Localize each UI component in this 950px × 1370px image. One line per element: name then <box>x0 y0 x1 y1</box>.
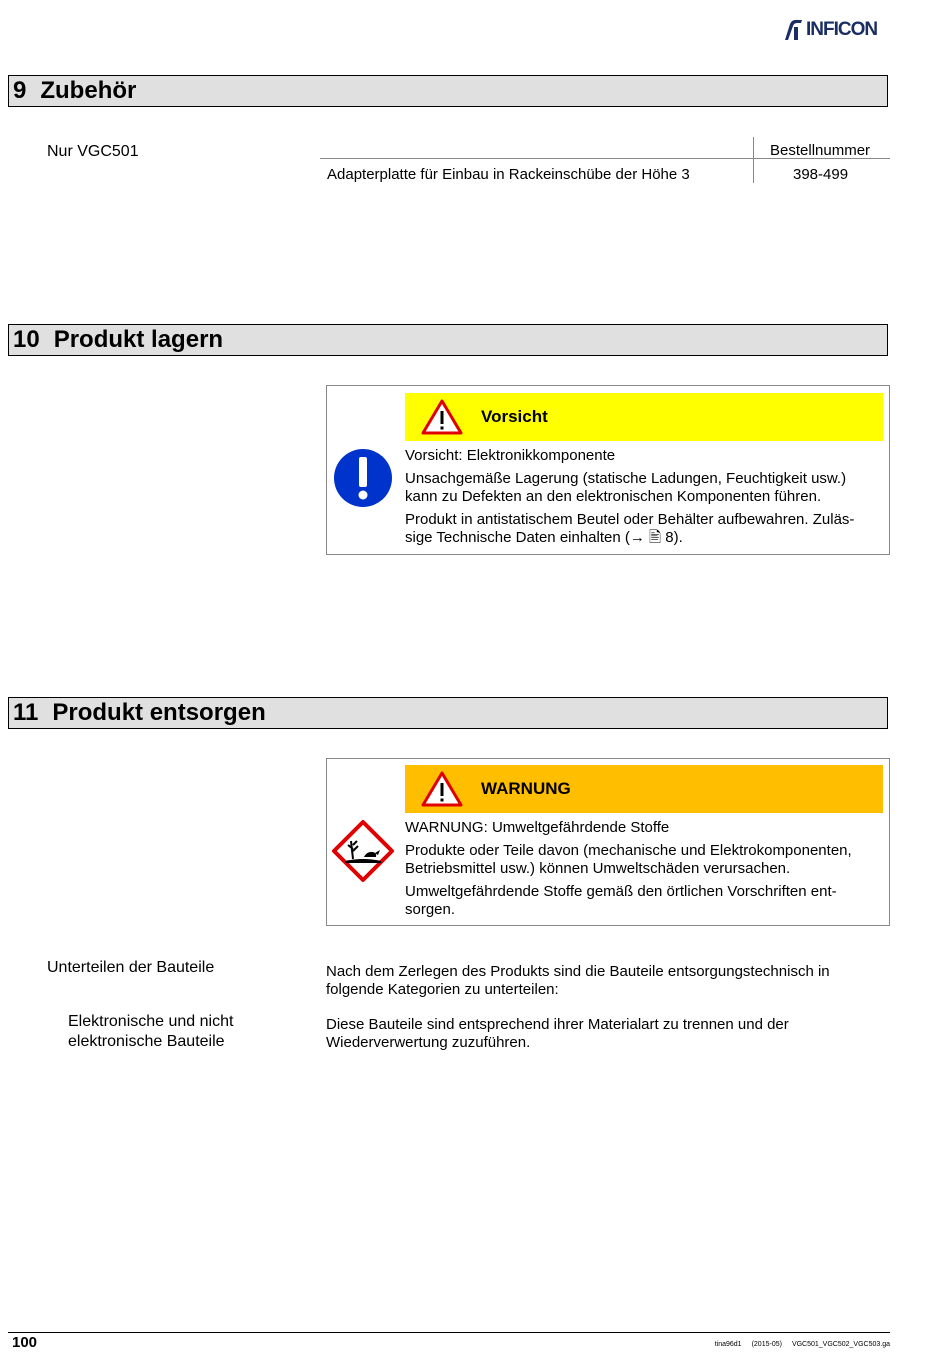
signal-word: Vorsicht <box>481 407 548 426</box>
table-cell-description: Adapterplatte für Einbau in Rackeinschübe der Höhe 3 <box>327 166 690 183</box>
doc-file: VGC501_VGC502_VGC503.ga <box>791 1341 890 1348</box>
environment-hazard-icon <box>331 819 395 883</box>
caution-notice-text <box>405 447 875 552</box>
notice-heading: WARNUNG: Umweltgefährdende Stoffe <box>405 819 670 836</box>
section-title: Zubehör <box>40 77 137 104</box>
caution-notice-box <box>326 385 890 555</box>
side-label-subdivide: Unterteilen der Bauteile <box>47 959 215 976</box>
electronic-parts-text: Diese Bauteile sind entsprechend ihrer Materialart zu trennen und der Wiederverwertung zuzuführen. <box>326 1016 789 1051</box>
footer-rule <box>8 1332 890 1333</box>
mandatory-exclamation-icon <box>333 448 393 508</box>
footer-meta <box>715 1341 890 1348</box>
side-label-nur-vgc501: Nur VGC501 <box>47 143 139 160</box>
section-10-heading <box>8 324 888 356</box>
notice-heading: Vorsicht: Elektronikkomponente <box>405 447 616 464</box>
notice-paragraph: Umweltgefährdende Stoffe gemäß den örtlichen Vorschriften ent-sorgen. <box>405 883 837 918</box>
section-number: 10 <box>13 326 40 353</box>
section-number: 11 <box>13 699 39 726</box>
page-number: 100 <box>12 1334 38 1351</box>
warning-signal-bar <box>405 765 883 813</box>
side-label-electronic-parts: Elektronische und nicht elektronische Bauteile <box>68 1013 234 1050</box>
section-title: Produkt entsorgen <box>52 699 266 726</box>
notice-paragraph: Produkt in antistatischem Beutel oder Behälter aufbewahren. Zuläs-sige Technische Daten einhalten (→ 🖹 8). <box>405 511 855 546</box>
warning-triangle-icon <box>421 771 463 807</box>
logo-text: INFICON <box>806 19 878 40</box>
section-number: 9 <box>13 77 27 104</box>
caution-signal-bar <box>405 393 883 441</box>
warning-triangle-icon <box>421 399 463 435</box>
subdivide-text: Nach dem Zerlegen des Produkts sind die Bauteile entsorgungstechnisch in folgende Kategorien zu unterteilen: <box>326 963 830 998</box>
doc-id: tina96d1 <box>714 1341 742 1348</box>
signal-word: WARNUNG <box>481 779 571 798</box>
table-header-order-number: Bestellnummer <box>770 142 871 159</box>
table-cell-order-number: 398-499 <box>793 166 849 183</box>
notice-paragraph: Produkte oder Teile davon (mechanische und Elektrokomponenten, Betriebsmittel usw.) können Umweltschäden verursachen. <box>405 842 852 877</box>
doc-date: (2015-05) <box>751 1341 782 1348</box>
section-11-heading <box>8 697 888 729</box>
notice-paragraph: Unsachgemäße Lagerung (statische Ladungen, Feuchtigkeit usw.) kann zu Defekten an den elektronischen Komponenten führen. <box>405 470 847 505</box>
warning-notice-text <box>405 819 875 924</box>
inficon-logo <box>782 18 877 42</box>
table-divider <box>753 137 754 183</box>
warning-notice-box <box>326 758 890 926</box>
section-title: Produkt lagern <box>53 326 224 353</box>
section-9-heading <box>8 75 888 107</box>
inficon-logo-icon <box>782 18 804 42</box>
